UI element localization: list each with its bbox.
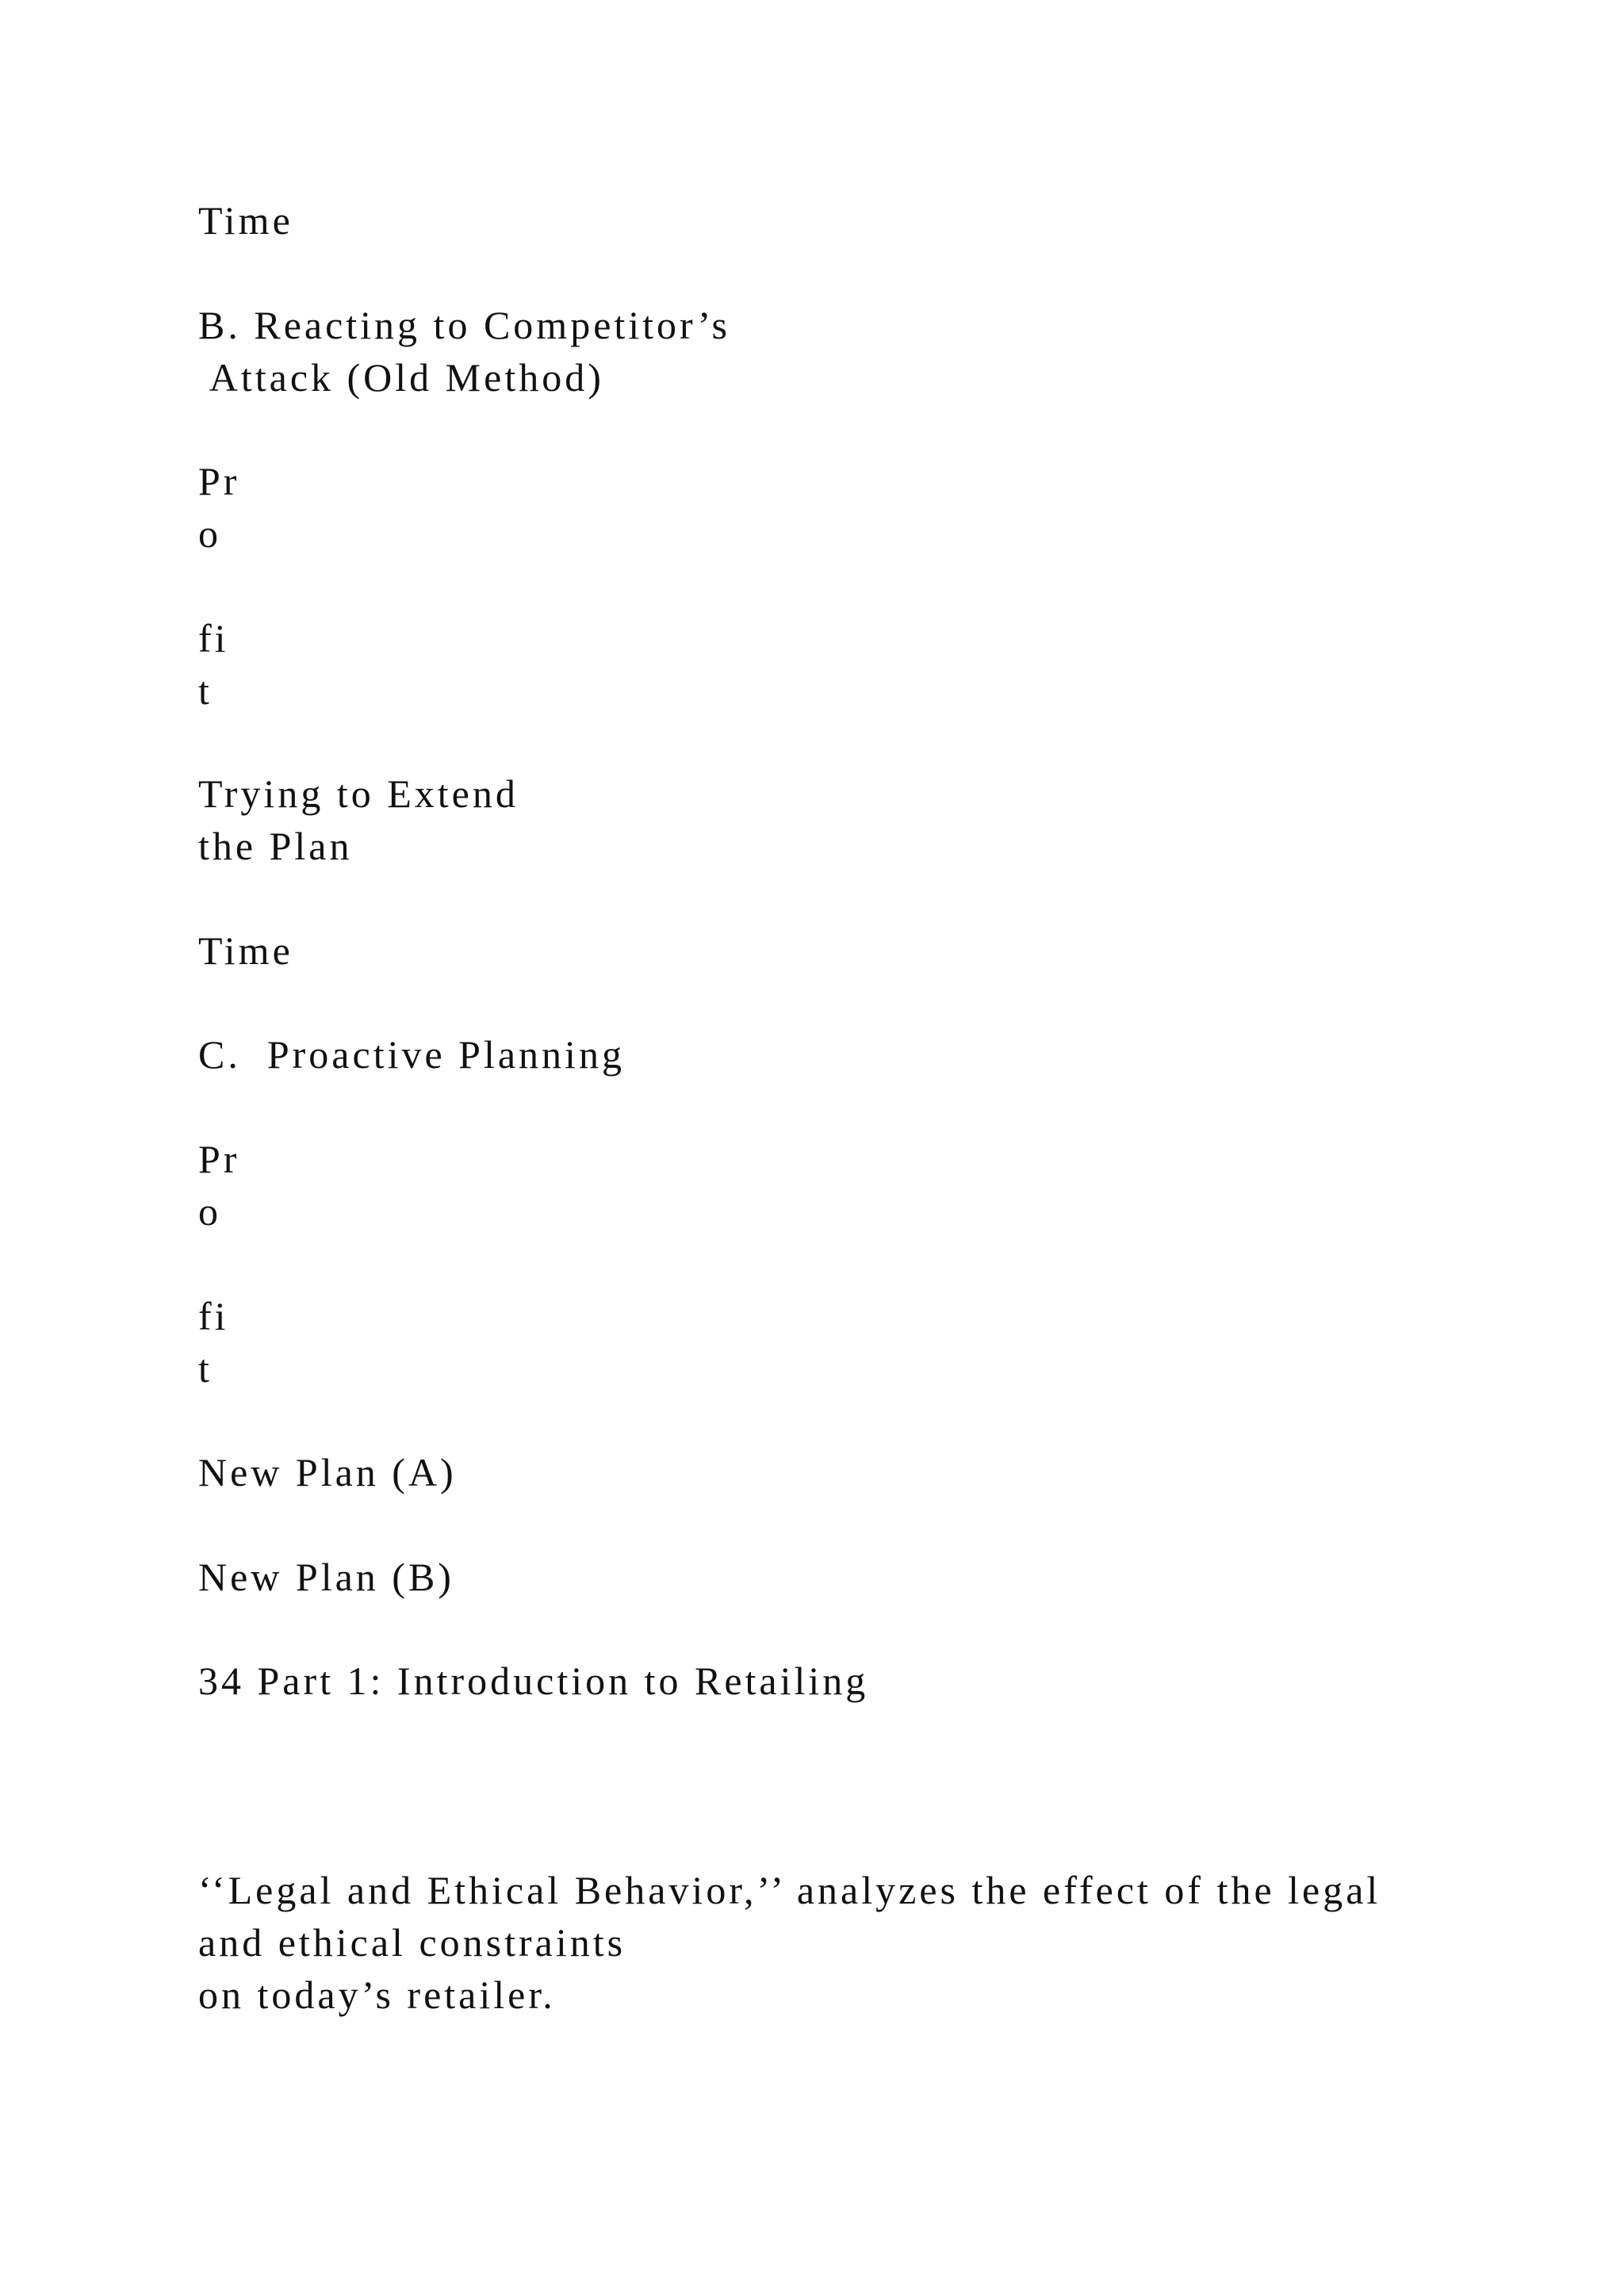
- section-b-subtitle: Attack (Old Method): [198, 355, 604, 400]
- paragraph-line-2: and ethical constraints: [198, 1920, 626, 1965]
- section-c-title: C. Proactive Planning: [198, 1032, 625, 1077]
- profit-label-fragment-2: o: [198, 511, 221, 556]
- profit-label-fragment-8: t: [198, 1346, 213, 1391]
- profit-label-fragment-6: o: [198, 1189, 221, 1234]
- trying-to-extend-label: Trying to Extend: [198, 771, 519, 816]
- time-label-1: Time: [198, 198, 293, 243]
- profit-label-fragment-3: fi: [198, 616, 229, 660]
- new-plan-a-label: New Plan (A): [198, 1450, 457, 1494]
- the-plan-label: the Plan: [198, 824, 353, 868]
- profit-label-fragment-5: Pr: [198, 1137, 240, 1181]
- paragraph-line-1: ‘‘Legal and Ethical Behavior,’’ analyzes the effect of the legal: [198, 1868, 1381, 1912]
- profit-label-fragment-4: t: [198, 668, 213, 713]
- paragraph-line-3: on today’s retailer.: [198, 1973, 556, 2017]
- page-footer: 34 Part 1: Introduction to Retailing: [198, 1659, 869, 1703]
- profit-label-fragment-1: Pr: [198, 459, 240, 503]
- new-plan-b-label: New Plan (B): [198, 1555, 454, 1599]
- time-label-2: Time: [198, 928, 293, 973]
- profit-label-fragment-7: fi: [198, 1294, 229, 1338]
- section-b-title: B. Reacting to Competitor’s: [198, 303, 730, 347]
